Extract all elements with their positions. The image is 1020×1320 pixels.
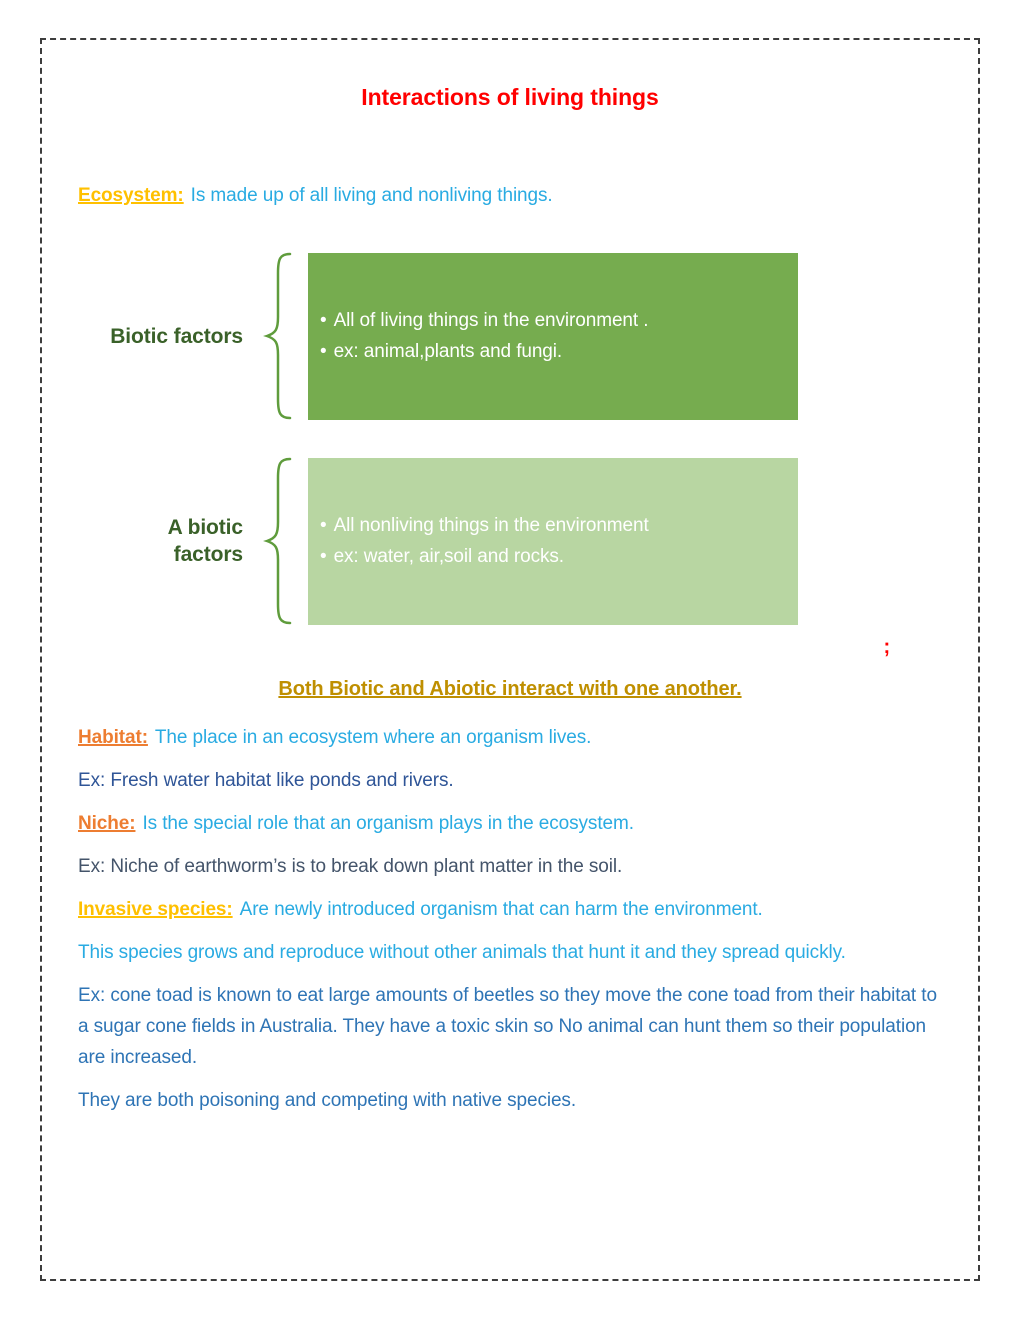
habitat-term: Habitat: [78,727,148,748]
abiotic-bullet-1 [320,510,798,541]
biotic-bullet-2-text: ex: animal,plants and fungi. [333,341,563,362]
invasive-example: Ex: cone toad is known to eat large amounts of beetles so they move the cone toad from their habitat to a sugar cone fields in Australia. They have a toxic skin so No animal can hunt them so their population are increased. [78,985,937,1068]
niche-definition-text: Is the special role that an organism plays in the ecosystem. [142,813,634,834]
abiotic-bullet-1-text: All nonliving things in the environment [333,515,649,536]
niche-example: Ex: Niche of earthworm’s is to break down plant matter in the soil. [78,856,623,877]
bullet-icon: • [320,546,327,567]
biotic-bullet-1 [320,305,798,336]
ecosystem-definition-line [78,180,942,211]
biotic-abiotic-diagram [78,251,942,626]
invasive-paragraph: This species grows and reproduce without other animals that hunt it and they spread quickly. [78,942,846,963]
abiotic-label-text: A biotic factors [167,516,243,566]
invasive-definition-line [78,894,942,925]
biotic-bullet-2 [320,336,798,367]
page-title: Interactions of living things [361,84,659,110]
invasive-closing: They are both poisoning and competing with native species. [78,1090,577,1111]
habitat-definition-text: The place in an ecosystem where an organism lives. [154,727,592,748]
biotic-box [308,253,798,420]
ecosystem-definition-text: Is made up of all living and nonliving things. [190,185,553,206]
abiotic-bullet-2-text: ex: water, air,soil and rocks. [333,546,564,567]
bullet-icon: • [320,341,327,362]
abiotic-row [78,456,942,626]
habitat-example: Ex: Fresh water habitat like ponds and rivers. [78,770,454,791]
left-brace-icon [263,251,293,421]
stray-semicolon: ; [883,636,890,658]
habitat-definition-line [78,722,942,753]
left-brace-icon [263,456,293,626]
abiotic-box [308,458,798,625]
interaction-note: Both Biotic and Abiotic interact with one another. [278,678,742,700]
bullet-icon: • [320,515,327,536]
biotic-label: Biotic factors [110,324,243,348]
ecosystem-term: Ecosystem: [78,185,184,206]
biotic-bullet-1-text: All of living things in the environment . [333,310,649,331]
abiotic-bullet-2 [320,541,798,572]
biotic-row [78,251,942,421]
niche-term: Niche: [78,813,136,834]
invasive-definition-text: Are newly introduced organism that can harm the environment. [239,899,763,920]
abiotic-label [78,514,243,568]
niche-definition-line [78,808,942,839]
bullet-icon: • [320,310,327,331]
invasive-term: Invasive species: [78,899,233,920]
